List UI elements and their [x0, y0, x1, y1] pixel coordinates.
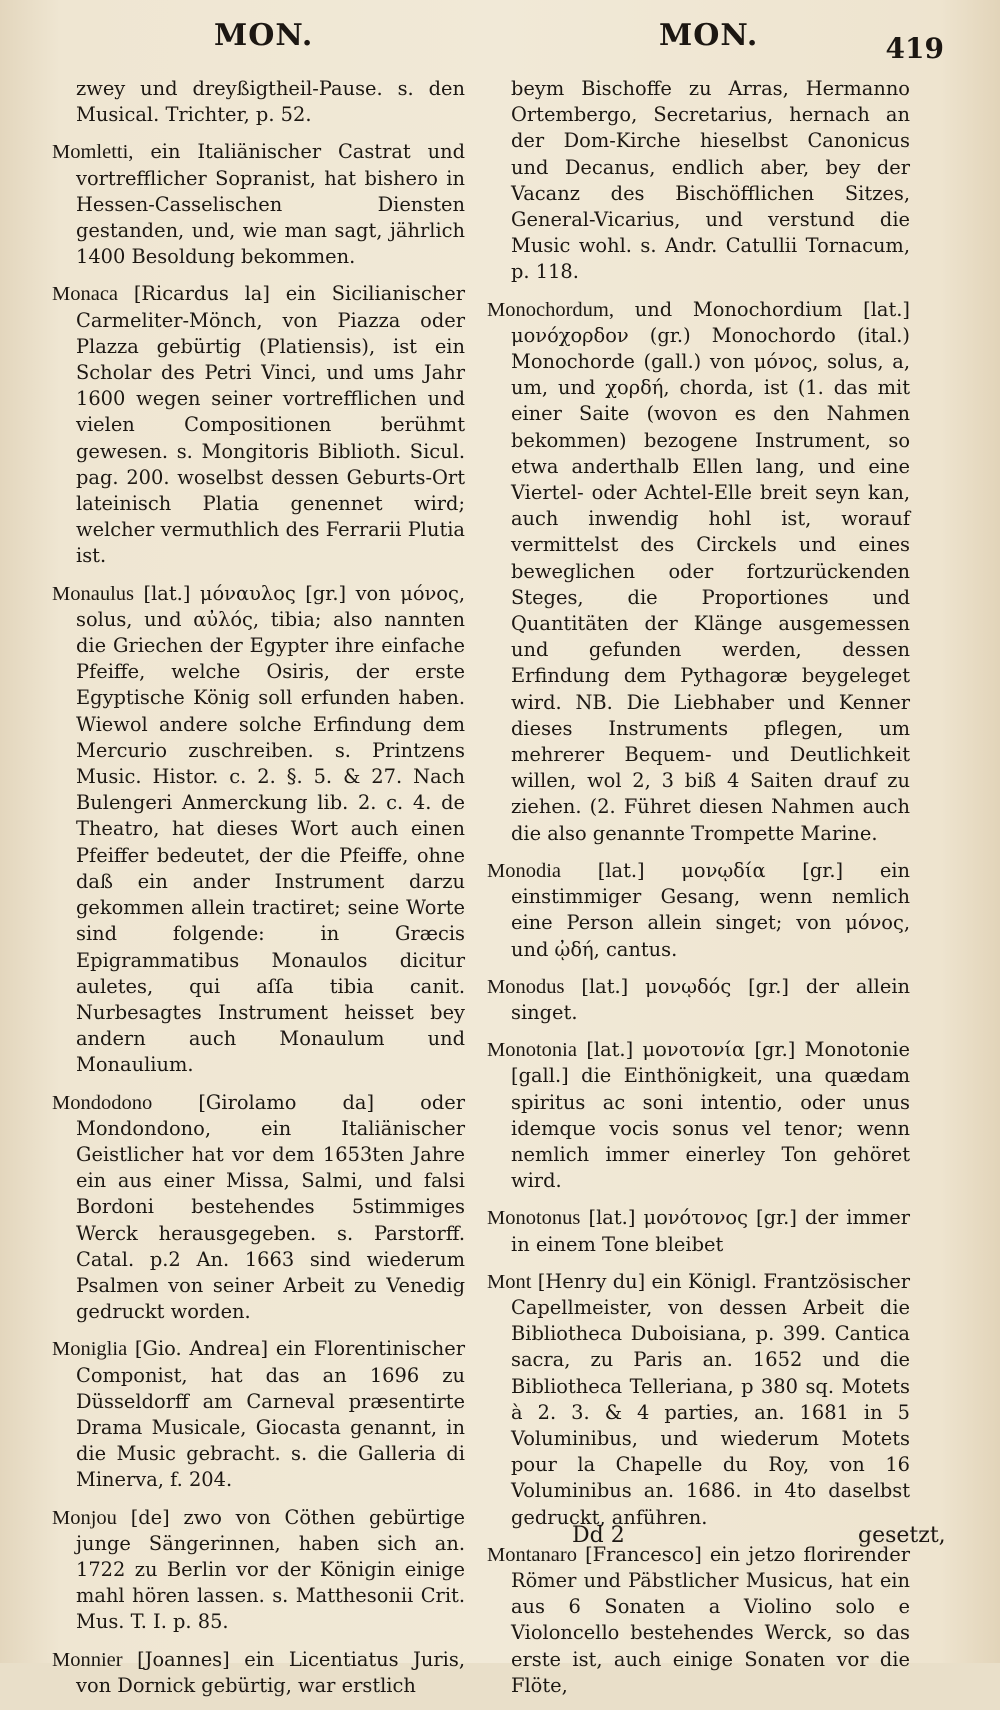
- entry-text: [Girolamo da] oder Mondondono, ein Italiänischer Geistlicher hat vor dem 1653ten Jahre ein aus einer Missa, Salmi, und falsi Bordoni bestehendes 5stimmiges Werck herausgegeben. s. Parstorff. Catal. p.2 An. 1663 sind wiederum Psalmen von seiner Arbeit zu Venedig gedruckt worden.: [76, 1090, 465, 1324]
- entry-headword: Mont: [487, 1270, 532, 1293]
- entry-text: [Joannes] ein Licentiatus Juris, von Dornick gebürtig, war erstlich: [76, 1647, 466, 1697]
- dictionary-entry: [487, 1037, 910, 1194]
- entry-headword: Montanaro: [487, 1543, 577, 1566]
- dictionary-entry: [52, 581, 465, 1079]
- entry-text: [lat.] μονῳδία [gr.] ein einstimmiger Gesang, wenn nemlich eine Person allein singet; von μόνος, und ᾠδή, cantus.: [511, 858, 910, 961]
- entry-headword: Mondodono: [52, 1091, 153, 1114]
- dictionary-entry: [52, 281, 465, 569]
- entry-headword: Monnier: [52, 1648, 123, 1671]
- entry-headword: Monjou: [52, 1506, 117, 1529]
- entry-text: und Monochordium [lat.] μονόχορδον (gr.) Monochordo (ital.) Monochorde (gall.) von μόνος, solus, a, um, und χορδή, chorda, ist (1. das mit einer Saite (wovon es den Nahmen bekommen) bezogene Instrument, so etwa anderthalb Ellen lang, und eine Viertel- oder Achtel-Elle breit seyn kan, auch inwendig hohl ist, worauf vermittelst des Circkels und eines beweglichen oder fortzurückenden Steges, die Proportiones und Quantitäten der Klänge ausgemessen und gefunden werden, dessen Erfindung dem Pythagoræ beygeleget wird. NB. Die Liebhaber und Kenner dieses Instruments pflegen, um mehrerer Bequem- und Deutlichkeit willen, wol 2, 3 biß 4 Saiten drauf zu ziehen. (2. Führet diesen Nahmen auch die also genannte Trompette Marine.: [511, 297, 910, 845]
- dictionary-entry: [52, 1090, 465, 1326]
- dictionary-entry: [52, 139, 465, 270]
- dictionary-entry: [487, 858, 910, 963]
- entry-headword: Monaca: [52, 283, 119, 306]
- entry-text: [lat.] μονότονος [gr.] der immer in einem Tone bleibet: [511, 1206, 911, 1256]
- entry-text: [Francesco] ein jetzo florirender Römer und Päbstlicher Musicus, hat ein aus 6 Sonaten a Violino solo e Violoncello bestehendes Werck, so das erste ist, auch einige Sonaten vor die Flöte,: [511, 1542, 910, 1697]
- dictionary-entry: [487, 297, 910, 847]
- page-number: 419: [885, 32, 944, 65]
- catchword: gesetzt,: [858, 1523, 946, 1548]
- dictionary-entry: [487, 1542, 910, 1699]
- dictionary-entry: [487, 974, 910, 1026]
- entry-text: [lat.] μόναυλος [gr.] von μόνος, solus, und αὐλός, tibia; also nannten die Griechen der Egypter ihre einfache Pfeiffe, welche Osiris, der erste Egyptische König soll erfunden haben. Wiewol andere solche Erfindung dem Mercurio zuschreiben. s. Printzens Music. Histor. c. 2. §. 5. & 27. Nach Bulengeri Anmerckung lib. 2. c. 4. de Theatro, hat dieses Wort auch einen Pfeiffer bedeutet, der die Pfeiffe, ohne daß ein ander Instrument darzu gekommen allein tractiret; seine Worte sind folgende: in Græcis Epigrammatibus Monaulos dicitur auletes, qui aſſa tibia canit. Nurbesagtes Instrument heisset bey andern auch Monaulum und Monaulium.: [76, 581, 465, 1077]
- entry-text: [Ricardus la] ein Sicilianischer Carmeliter-Mönch, von Piazza oder Plazza gebürtig (Platiensis), ist ein Scholar des Petri Vinci, und ums Jahr 1600 wegen seiner vortrefflichen und vielen Compositionen berühmt gewesen. s. Mongitoris Biblioth. Sicul. pag. 200. woselbst dessen Geburts-Ort lateinisch Platia genennet wird; welcher vermuthlich des Ferrarii Plutia ist.: [76, 282, 465, 568]
- entry-headword: Moniglia: [52, 1338, 128, 1361]
- dictionary-entry: [52, 1505, 465, 1636]
- dictionary-entry: [52, 1336, 465, 1493]
- entry-text: beym Bischoffe zu Arras, Hermanno Ortembergo, Secretarius, hernach an der Dom-Kirche hieselbst Canonicus und Decanus, endlich aber, bey der Vacanz des Bischöfflichen Sitzes, General-Vicarius, und verstund die Music wohl. s. Andr. Catullii Tornacum, p. 118.: [511, 77, 910, 284]
- entry-headword: Monochordum,: [487, 298, 614, 321]
- entry-text: [de] zwo von Cöthen gebürtige junge Sängerinnen, haben sich an. 1722 zu Berlin vor der Königin einige mahl hören lassen. s. Matthesonii Crit. Mus. T. I. p. 85.: [76, 1505, 465, 1634]
- entry-headword: Momletti,: [52, 141, 134, 164]
- entry-text: [lat.] μονοτονία [gr.] Monotonie [gall.] die Einthönigkeit, una quædam spiritus ac soni intentio, oder unus idemque vocis sonus vel tenor; wenn nemlich immer einerley Ton gehöret wird.: [511, 1038, 910, 1193]
- entry-text: [Henry du] ein Königl. Frantzösischer Capellmeister, von dessen Arbeit die Bibliotheca Duboisiana, p. 399. Cantica sacra, zu Paris an. 1652 und die Bibliotheca Telleriana, p 380 sq. Motets à 2. 3. & 4 parties, an. 1681 in 5 Voluminibus, und wiederum Motets pour la Chapelle du Roy, von 16 Voluminibus an. 1686. in 4to daselbst gedruckt, anführen.: [511, 1269, 910, 1529]
- dictionary-entry: [52, 1647, 465, 1699]
- dictionary-entry: [52, 76, 465, 128]
- entry-headword: Monotonia: [487, 1039, 577, 1062]
- right-column: [487, 76, 910, 1710]
- entry-text: ein Italiänischer Castrat und vortrefflicher Sopranist, hat bishero in Hessen-Casselischen Diensten gestanden, und, wie man sagt, jährlich 1400 Besoldung bekommen.: [76, 140, 465, 269]
- entry-text: [lat.] μονῳδός [gr.] der allein singet.: [511, 974, 911, 1024]
- entry-text: [Gio. Andrea] ein Florentinischer Componist, hat das an 1696 zu Düsseldorff am Carneval præsentirte Drama Musicale, Giocasta genannt, in die Music gebracht. s. die Galleria di Minerva, f. 204.: [76, 1337, 465, 1492]
- running-head-left: MON.: [214, 18, 314, 53]
- entry-headword: Monodia: [487, 859, 562, 882]
- entry-text: zwey und dreyßigtheil-Pause. s. den Musical. Trichter, p. 52.: [76, 77, 465, 127]
- entry-headword: Monotonus: [487, 1207, 581, 1230]
- dictionary-entry: [487, 1269, 910, 1531]
- entry-headword: Monaulus: [52, 582, 134, 605]
- signature-mark: Dd 2: [572, 1523, 625, 1548]
- entry-headword: Monodus: [487, 975, 565, 998]
- left-column: [52, 76, 465, 1710]
- dictionary-entry: [487, 76, 910, 286]
- running-head-right: MON.: [659, 18, 759, 53]
- dictionary-entry: [487, 1205, 910, 1257]
